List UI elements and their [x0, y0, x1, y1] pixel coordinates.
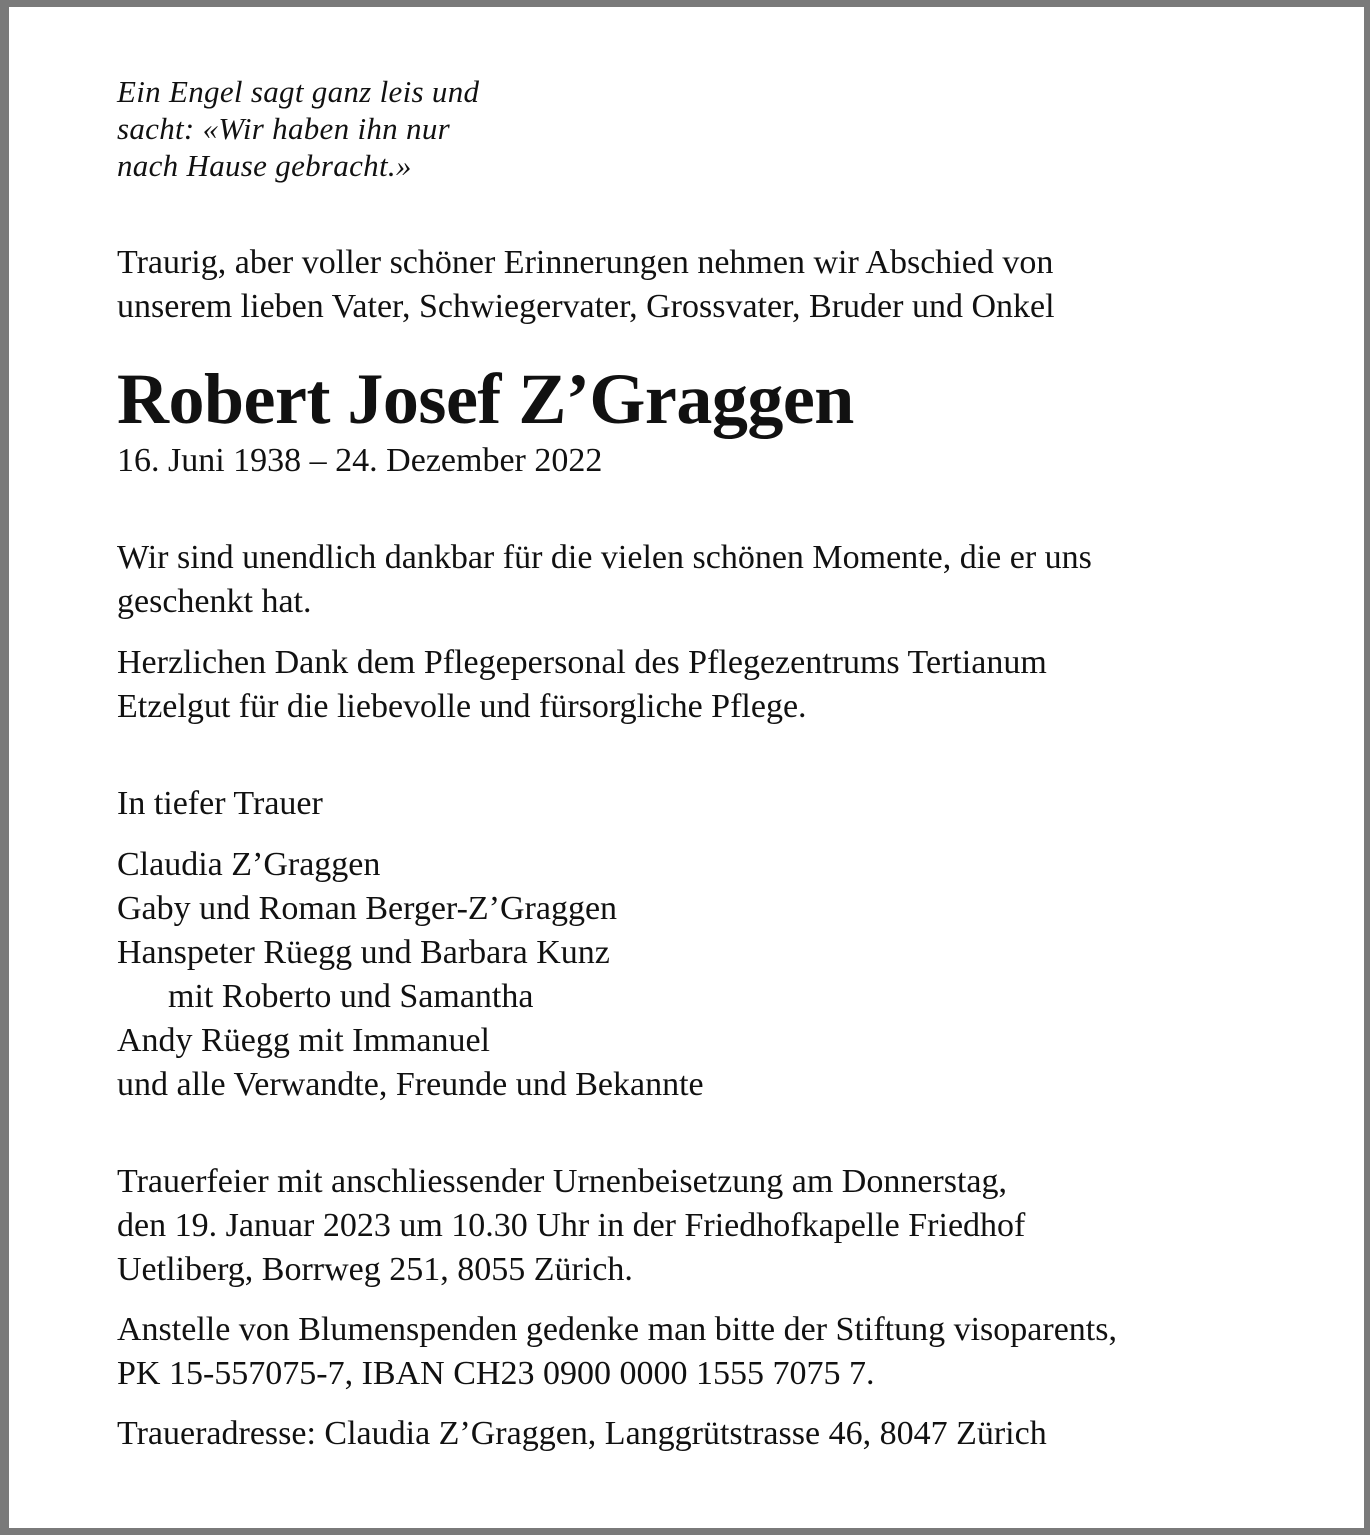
- thanks-line: geschenkt hat.: [117, 583, 312, 620]
- thanks-paragraph: [117, 536, 1317, 624]
- mourning-heading: [117, 782, 1317, 826]
- family-member: Claudia Z’Graggen: [117, 846, 381, 883]
- intro-line: unserem lieben Vater, Schwiegervater, Grossvater, Bruder und Onkel: [117, 288, 1055, 325]
- ceremony-paragraph: [117, 1160, 1317, 1292]
- poem-line: sacht: «Wir haben ihn nur: [117, 111, 450, 146]
- obituary-content: [117, 73, 1317, 1456]
- ceremony-line: Trauerfeier mit anschliessender Urnenbeisetzung am Donnerstag,: [117, 1163, 1008, 1200]
- family-list: [117, 843, 1317, 1107]
- ceremony-line: Uetliberg, Borrweg 251, 8055 Zürich.: [117, 1251, 633, 1288]
- care-line: Herzlichen Dank dem Pflegepersonal des Pflegezentrums Tertianum: [117, 644, 1047, 681]
- life-dates-text: 16. Juni 1938 – 24. Dezember 2022: [117, 442, 603, 479]
- care-line: Etzelgut für die liebevolle und fürsorgliche Pflege.: [117, 688, 807, 725]
- thanks-line: Wir sind unendlich dankbar für die vielen schönen Momente, die er uns: [117, 539, 1092, 576]
- family-member: Andy Rüegg mit Immanuel: [117, 1022, 491, 1059]
- family-member: Gaby und Roman Berger-Z’Graggen: [117, 890, 618, 927]
- ceremony-line: den 19. Januar 2023 um 10.30 Uhr in der Friedhofkapelle Friedhof: [117, 1207, 1026, 1244]
- poem-line: Ein Engel sagt ganz leis und: [117, 74, 480, 109]
- family-member: mit Roberto und Samantha: [168, 978, 534, 1015]
- family-member: und alle Verwandte, Freunde und Bekannte: [117, 1066, 704, 1103]
- donation-line: PK 15-557075-7, IBAN CH23 0900 0000 1555 7075 7.: [117, 1355, 875, 1392]
- mourning-heading-text: In tiefer Trauer: [117, 785, 323, 822]
- poem-line: nach Hause gebracht.»: [117, 148, 412, 183]
- donation-paragraph: [117, 1308, 1317, 1396]
- mourning-address: [117, 1412, 1317, 1456]
- mourning-address-text: Traueradresse: Claudia Z’Graggen, Langgrütstrasse 46, 8047 Zürich: [117, 1415, 1047, 1452]
- intro-paragraph: [117, 241, 1317, 329]
- family-member: Hanspeter Rüegg und Barbara Kunz: [117, 934, 610, 971]
- poem: [117, 73, 1317, 184]
- deceased-name: Robert Josef Z’Graggen: [117, 359, 854, 439]
- intro-line: Traurig, aber voller schöner Erinnerungen nehmen wir Abschied von: [117, 244, 1054, 281]
- donation-line: Anstelle von Blumenspenden gedenke man bitte der Stiftung visoparents,: [117, 1311, 1117, 1348]
- life-dates: [117, 439, 1317, 483]
- care-thanks-paragraph: [117, 641, 1317, 729]
